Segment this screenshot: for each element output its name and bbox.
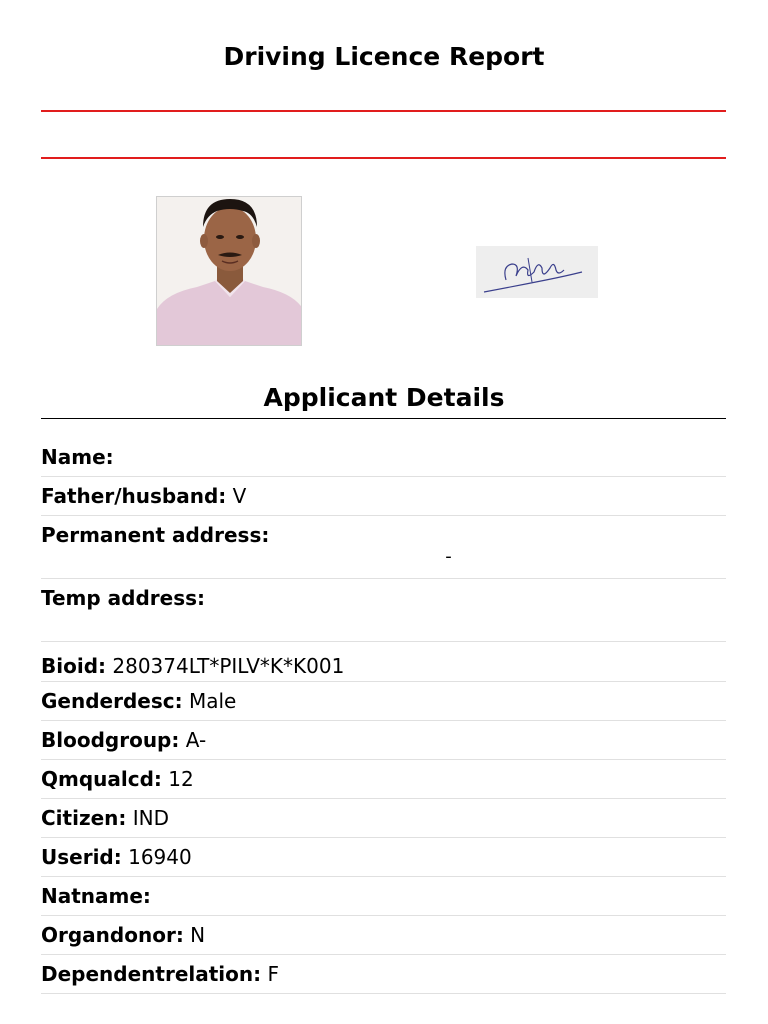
detail-row-userid (41, 838, 726, 877)
detail-label: Qmqualcd: (41, 767, 162, 791)
applicant-photo (156, 196, 302, 346)
detail-row-organdonor (41, 916, 726, 955)
detail-label: Temp address: (41, 586, 206, 610)
detail-row-genderdesc (41, 682, 726, 721)
detail-label: Citizen: (41, 806, 127, 830)
detail-value: Male (188, 689, 237, 713)
detail-row-natname (41, 877, 726, 916)
detail-value: V (232, 484, 247, 508)
red-divider-bottom (41, 157, 726, 159)
detail-value: F (267, 962, 280, 986)
detail-row-temp-address (41, 579, 726, 642)
section-divider (41, 418, 726, 419)
red-divider-top (41, 110, 726, 112)
detail-value: IND (132, 806, 170, 830)
detail-row-permanent-address (41, 516, 726, 579)
detail-label: Permanent address: (41, 523, 270, 547)
detail-row-father-husband (41, 477, 726, 516)
detail-label: Bioid: (41, 654, 107, 678)
detail-value: 16940 (128, 845, 192, 869)
detail-label: Natname: (41, 884, 151, 908)
detail-row-citizen (41, 799, 726, 838)
detail-row-bloodgroup (41, 721, 726, 760)
detail-label: Organdonor: (41, 923, 184, 947)
detail-value-second-line: - (445, 546, 452, 567)
detail-row-dependentrelation (41, 955, 726, 994)
detail-label: Userid: (41, 845, 122, 869)
detail-value: A- (185, 728, 207, 752)
detail-row-bioid (41, 642, 726, 682)
detail-value: 12 (168, 767, 194, 791)
applicant-details-list (41, 438, 726, 994)
section-title: Applicant Details (263, 383, 505, 412)
applicant-signature (476, 246, 598, 298)
detail-label: Father/husband: (41, 484, 227, 508)
detail-label: Name: (41, 445, 114, 469)
detail-row-name (41, 438, 726, 477)
detail-label: Genderdesc: (41, 689, 183, 713)
detail-row-qmqualcd (41, 760, 726, 799)
report-title: Driving Licence Report (223, 42, 545, 71)
detail-value: 280374LT*PILV*K*K001 (112, 654, 345, 678)
detail-label: Dependentrelation: (41, 962, 262, 986)
detail-value: N (190, 923, 206, 947)
detail-label: Bloodgroup: (41, 728, 180, 752)
